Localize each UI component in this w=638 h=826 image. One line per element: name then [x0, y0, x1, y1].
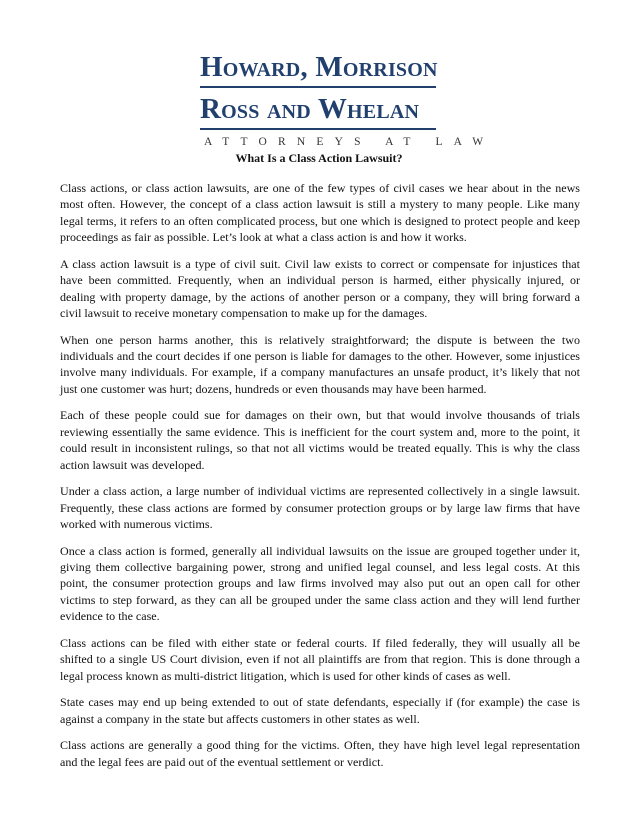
- paragraph: A class action lawsuit is a type of civil suit. Civil law exists to correct or compensate for injustices that have been committed. Frequently, when an individual person is harmed, either physically injured, or dealing with property damage, by the actions of another person or a company, they will bring forward a civil lawsuit to receive monetary compensation to make up for the damages.: [60, 256, 580, 321]
- logo-divider: [200, 128, 436, 130]
- paragraph: Class actions, or class action lawsuits, are one of the few types of civil cases we hear about in the news most often. However, the concept of a class action lawsuit is still a mystery to many people. Like many legal terms, it refers to an often complicated process, but one which is designed to protect people and keep proceedings as fair as possible. Let’s look at what a class action is and how it works.: [60, 181, 580, 245]
- paragraph: Class actions can be filed with either state or federal courts. If filed federally, they will usually all be shifted to a single US Court division, even if not all plaintiffs are from that region. This is done through a legal process known as multi-district litigation, which is used for other kinds of cases as well.: [60, 635, 580, 683]
- document-title: What Is a Class Action Lawsuit?: [235, 151, 403, 165]
- logo-tagline: ATTORNEYS AT LAW: [204, 136, 495, 148]
- logo-divider: [200, 86, 436, 88]
- document-body: [60, 180, 580, 780]
- paragraph: When one person harms another, this is relatively straightforward; the dispute is between the two individuals and the court decides if one person is liable for damages to the other. However, some injustices involve many individuals. For example, if a company manufactures an unsafe product, it’s likely that not just one customer was hurt; dozens, hundreds or even thousands may have been harmed.: [60, 332, 580, 396]
- logo-line-1: Howard, Morrison: [200, 51, 438, 83]
- paragraph: Once a class action is formed, generally all individual lawsuits on the issue are grouped together under it, giving them collective bargaining power, strong and unified legal counsel, and less legal costs. At this point, the consumer protection groups and law firms involved may also put out an open call for other victims to step forward, as they can all be grouped under the same class action and they will lend further evidence to the case.: [60, 543, 580, 624]
- logo-line-2: Ross and Whelan: [200, 93, 420, 125]
- paragraph: Under a class action, a large number of individual victims are represented collectively in a single lawsuit. Frequently, these class actions are formed by consumer protection groups or by large law firms that have worked with numerous victims.: [60, 484, 580, 532]
- paragraph: State cases may end up being extended to out of state defendants, especially if (for example) the case is against a company in the state but affects customers in other states as well.: [60, 695, 580, 726]
- paragraph: Class actions are generally a good thing for the victims. Often, they have high level legal representation and the legal fees are paid out of the eventual settlement or verdict.: [60, 738, 580, 769]
- firm-logo: [200, 51, 495, 148]
- paragraph: Each of these people could sue for damages on their own, but that would involve thousands of trials reviewing essentially the same evidence. This is inefficient for the court system and, more to the point, it could result in inconsistent rulings, so that not all victims would be treated equally. This is why the class action lawsuit was developed.: [60, 408, 580, 472]
